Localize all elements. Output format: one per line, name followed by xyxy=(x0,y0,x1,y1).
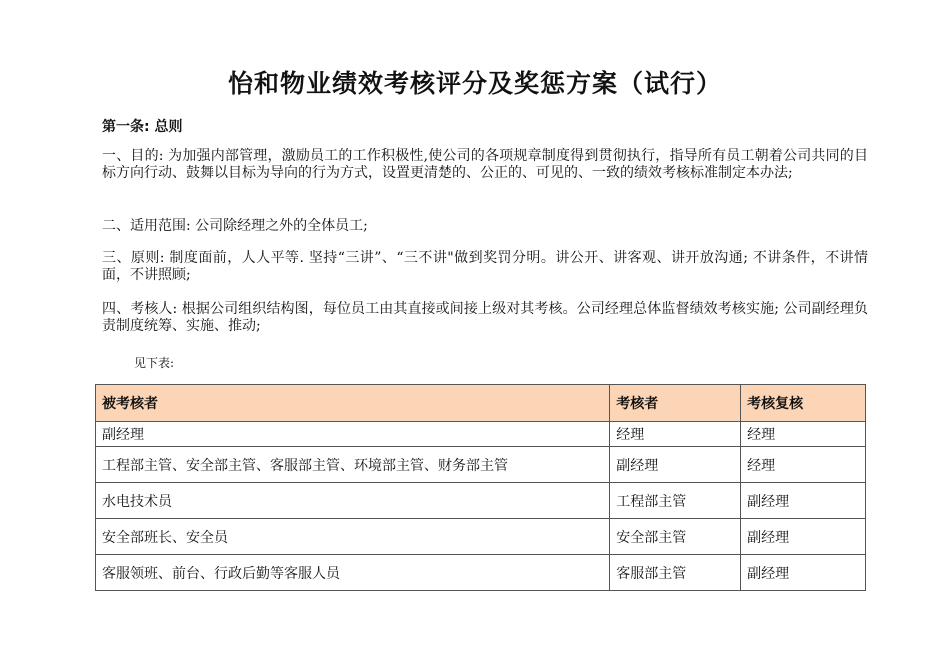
cell-assessor: 客服部主管 xyxy=(610,555,741,591)
cell-assessor: 副经理 xyxy=(610,447,741,483)
cell-assessor: 经理 xyxy=(610,422,741,447)
cell-reviewer: 经理 xyxy=(741,422,866,447)
paragraph-assessors: 四、考核人: 根据公司组织结构图，每位员工由其直接或间接上级对其考核。公司经理总体监督绩效考核实施; 公司副经理负责制度统筹、实施、推动; xyxy=(102,301,868,334)
document-title: 怡和物业绩效考核评分及奖惩方案（试行） xyxy=(227,69,722,98)
table-row xyxy=(96,483,866,519)
table-row xyxy=(96,555,866,591)
cell-assessee: 客服领班、前台、行政后勤等客服人员 xyxy=(96,555,610,591)
cell-assessee: 水电技术员 xyxy=(96,483,610,519)
cell-assessor: 安全部主管 xyxy=(610,519,741,555)
cell-assessee: 副经理 xyxy=(96,422,610,447)
paragraph-principles: 三、原则: 制度面前，人人平等. 坚持“三讲”、“三不讲"做到奖罚分明。讲公开、讲客观、讲开放沟通; 不讲条件，不讲情面，不讲照顾; xyxy=(102,250,868,283)
table-row xyxy=(96,447,866,483)
table-header-row xyxy=(96,385,866,422)
table-note: 见下表: xyxy=(134,356,175,370)
cell-reviewer: 副经理 xyxy=(741,483,866,519)
paragraph-purpose: 一、目的: 为加强内部管理，激励员工的工作积极性,使公司的各项规章制度得到贯彻执行，指导所有员工朝着公司共同的目标方向行动、鼓舞以目标为导向的行为方式，设置更清楚的、公正的、可见的、一致的绩效考核标准制定本办法; xyxy=(102,148,868,181)
header-reviewer: 考核复核 xyxy=(741,385,866,422)
cell-assessee: 工程部主管、安全部主管、客服部主管、环境部主管、财务部主管 xyxy=(96,447,610,483)
table-row xyxy=(96,422,866,447)
paragraph-scope: 二、适用范围: 公司除经理之外的全体员工; xyxy=(102,218,368,234)
table-row xyxy=(96,519,866,555)
cell-reviewer: 副经理 xyxy=(741,555,866,591)
header-assessee: 被考核者 xyxy=(96,385,610,422)
header-assessor: 考核者 xyxy=(610,385,741,422)
cell-reviewer: 副经理 xyxy=(741,519,866,555)
section-heading: 第一条: 总则 xyxy=(102,119,183,135)
assessment-table xyxy=(95,384,866,591)
cell-assessee: 安全部班长、安全员 xyxy=(96,519,610,555)
cell-reviewer: 经理 xyxy=(741,447,866,483)
cell-assessor: 工程部主管 xyxy=(610,483,741,519)
